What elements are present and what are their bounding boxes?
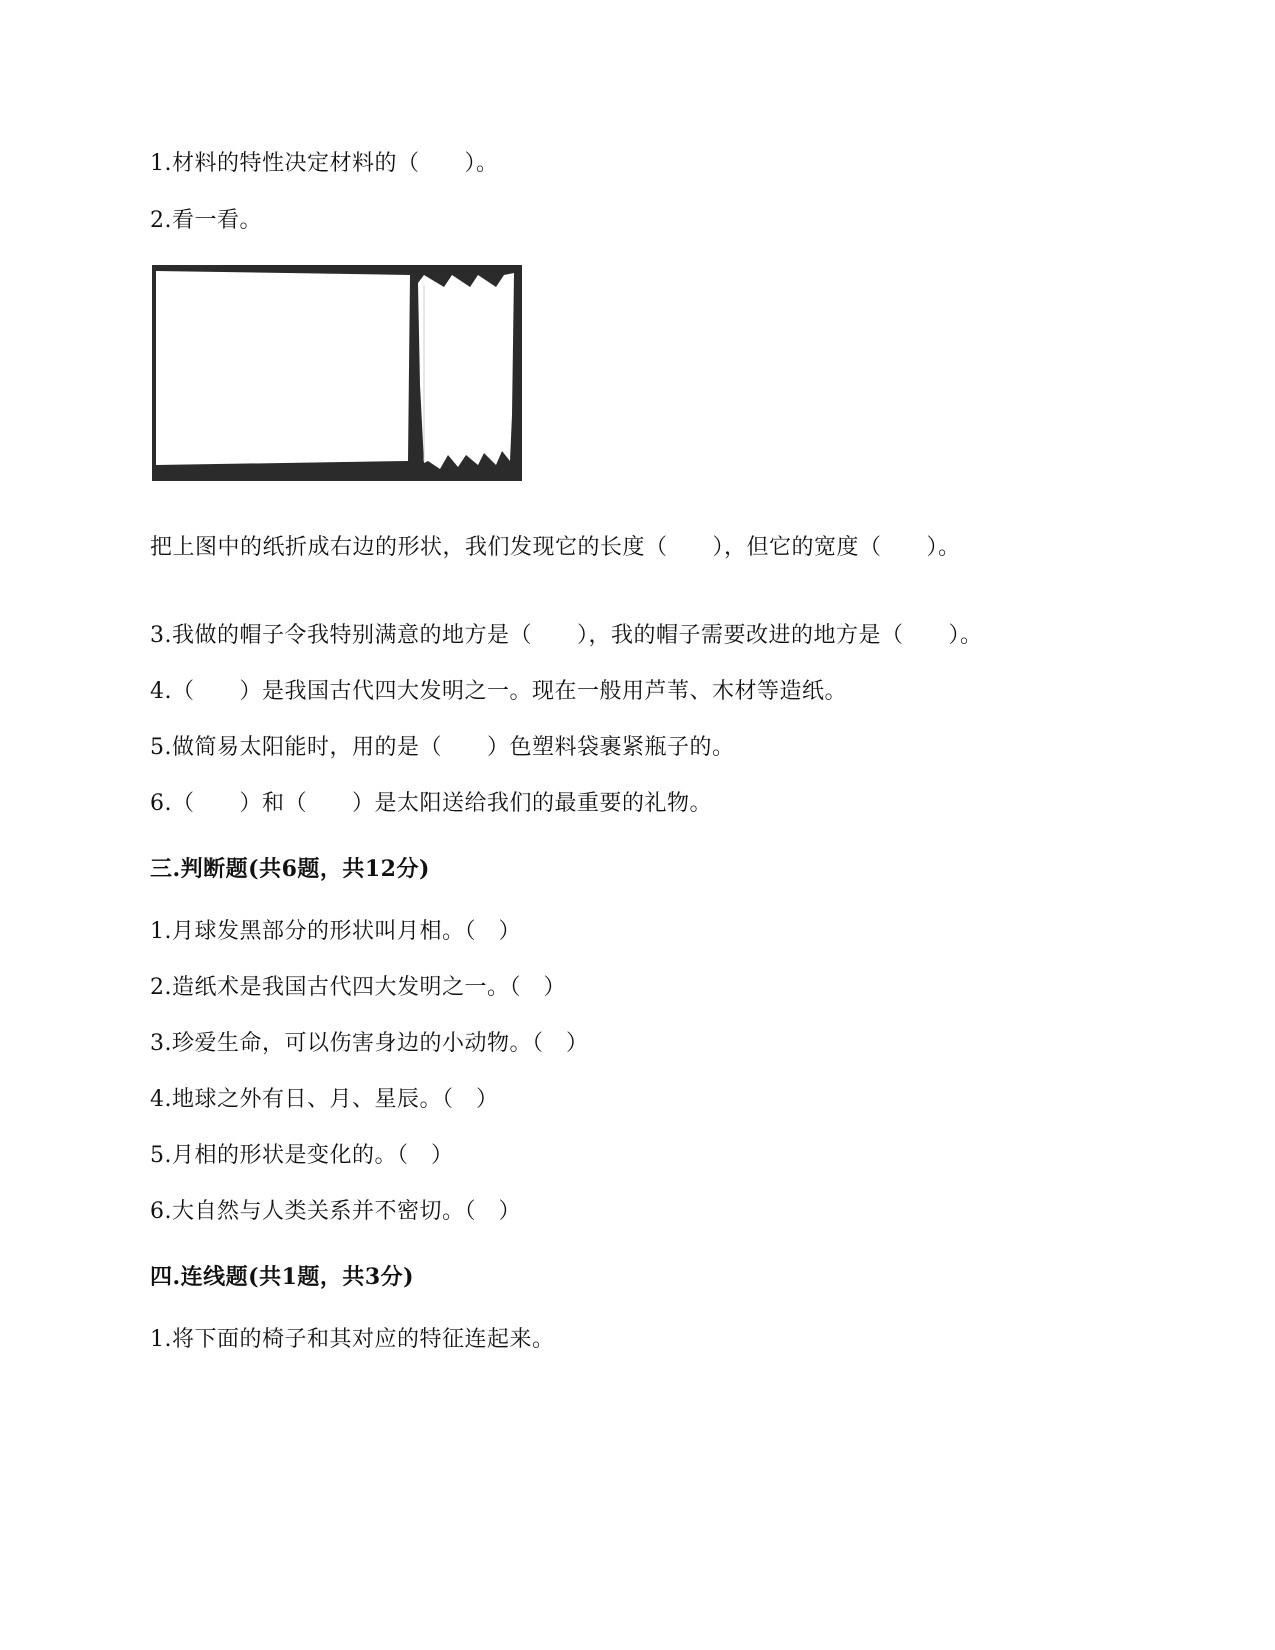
judge-item-3: 3.珍爱生命，可以伤害身边的小动物。（ ） [150, 1031, 589, 1056]
flat-paper-sheet [156, 271, 410, 465]
judge-item-4: 4.地球之外有日、月、星辰。（ ） [150, 1087, 499, 1112]
fill-in-question-6: 6.（ ）和（ ）是太阳送给我们的最重要的礼物。 [150, 791, 712, 816]
section-3-title: 三.判断题(共6题，共12分) [150, 856, 430, 882]
fill-in-question-3: 3.我做的帽子令我特别满意的地方是（ ），我的帽子需要改进的地方是（ ）。 [150, 623, 983, 648]
fill-in-question-4: 4.（ ）是我国古代四大发明之一。现在一般用芦苇、木材等造纸。 [150, 679, 847, 704]
judge-item-6: 6.大自然与人类关系并不密切。（ ） [150, 1199, 521, 1224]
fill-in-question-5: 5.做简易太阳能时，用的是（ ）色塑料袋裹紧瓶子的。 [150, 735, 735, 760]
paper-fold-illustration [152, 265, 522, 481]
fill-in-question-2: 2.看一看。 [150, 208, 262, 233]
fill-in-question-1: 1.材料的特性决定材料的（ ）。 [150, 151, 499, 176]
judge-item-5: 5.月相的形状是变化的。（ ） [150, 1143, 454, 1168]
judge-item-2: 2.造纸术是我国古代四大发明之一。（ ） [150, 975, 566, 1000]
folded-paper-figure [152, 265, 522, 481]
judge-item-1: 1.月球发黑部分的形状叫月相。（ ） [150, 919, 521, 944]
fill-in-question-2-text: 把上图中的纸折成右边的形状，我们发现它的长度（ ），但它的宽度（ ）。 [150, 535, 961, 560]
folded-paper [418, 273, 514, 469]
section-4-title: 四.连线题(共1题，共3分) [150, 1264, 415, 1290]
matching-item-1: 1.将下面的椅子和其对应的特征连起来。 [150, 1327, 555, 1352]
